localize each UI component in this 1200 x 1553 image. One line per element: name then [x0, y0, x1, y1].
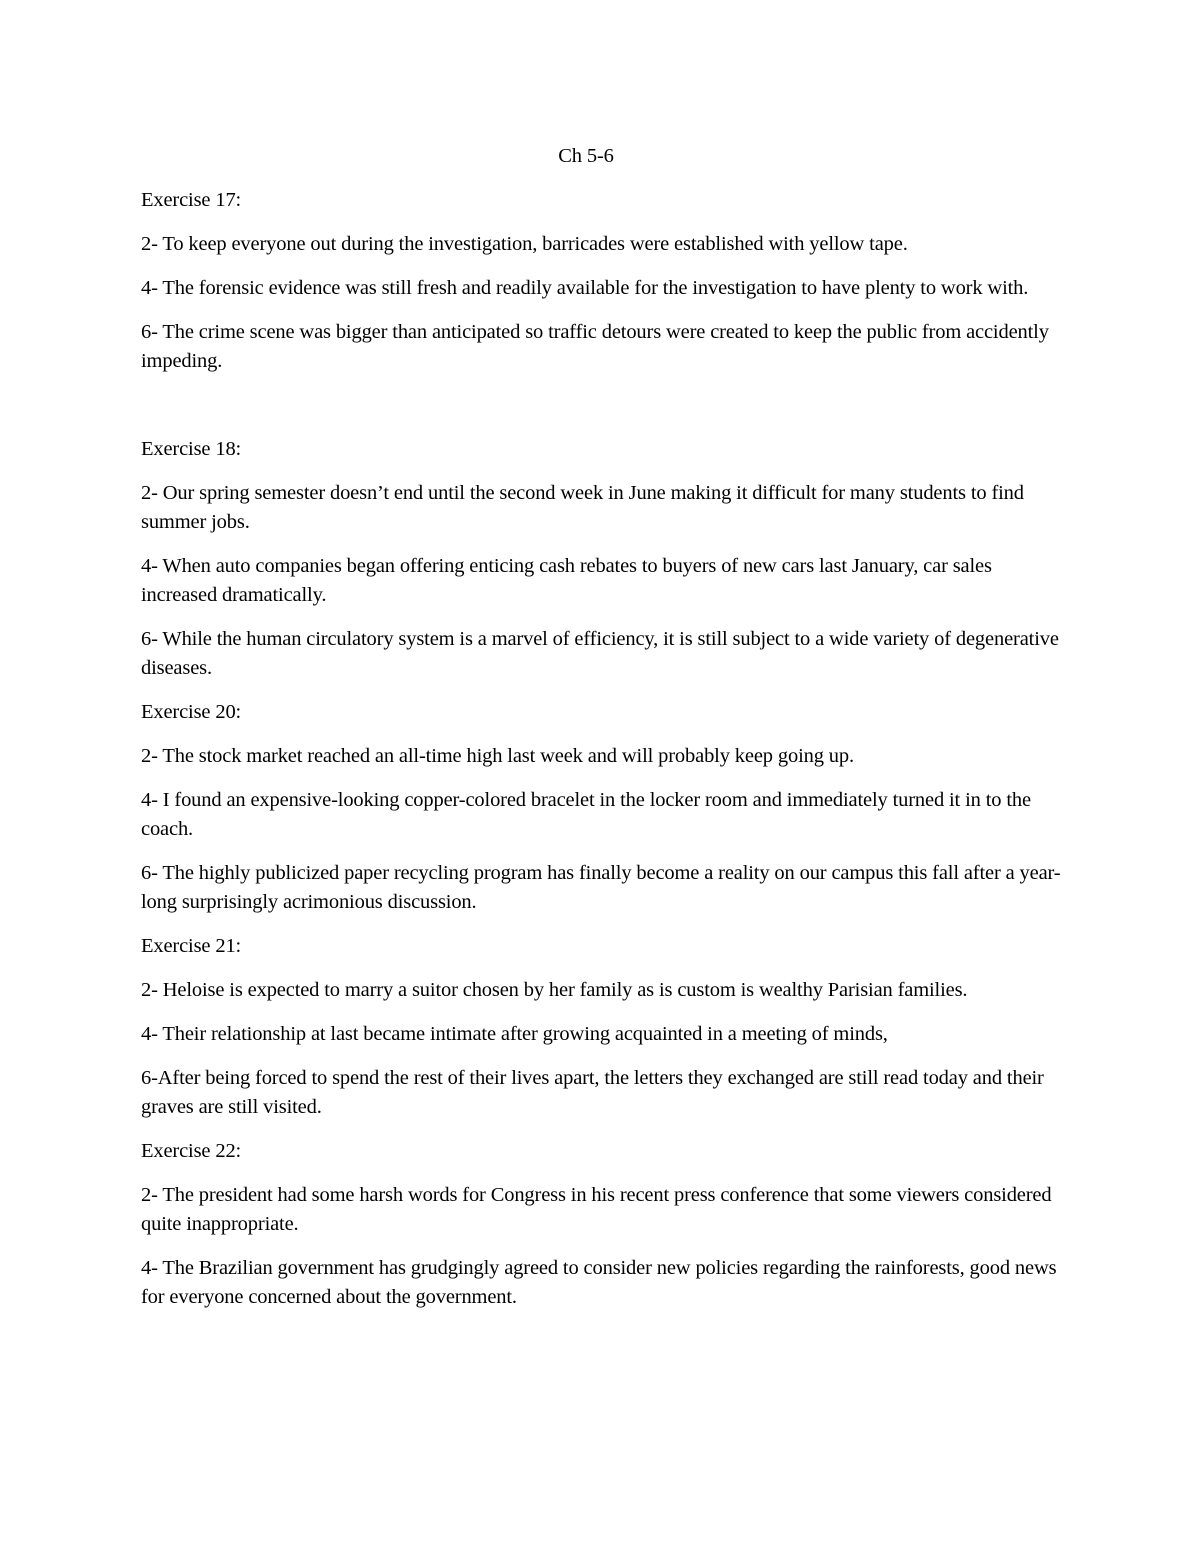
exercise-section [141, 932, 1061, 1122]
exercise-heading: Exercise 18: [141, 438, 242, 460]
answer-item: 2- To keep everyone out during the investigation, barricades were established with yellow tape. [141, 233, 908, 255]
answer-item: 4- The forensic evidence was still fresh and readily available for the investigation to have plenty to work with. [141, 277, 1029, 299]
exercise-section [141, 698, 1061, 917]
answer-item: 6- The highly publicized paper recycling program has finally become a reality on our campus this fall after a year-long surprisingly acrimonious discussion. [141, 862, 1061, 913]
answer-item: 6-After being forced to spend the rest of their lives apart, the letters they exchanged are still read today and their graves are still visited. [141, 1067, 1044, 1118]
answer-item: 2- Heloise is expected to marry a suitor chosen by her family as is custom is wealthy Parisian families. [141, 979, 968, 1001]
answer-item: 2- The stock market reached an all-time high last week and will probably keep going up. [141, 745, 854, 767]
answer-item: 2- The president had some harsh words for Congress in his recent press conference that some viewers considered quite inappropriate. [141, 1184, 1052, 1235]
exercise-section [141, 186, 1061, 376]
exercise-heading: Exercise 22: [141, 1140, 242, 1162]
answer-item: 6- While the human circulatory system is a marvel of efficiency, it is still subject to a wide variety of degenerative diseases. [141, 628, 1059, 679]
exercise-section [141, 1137, 1061, 1312]
answer-item: 4- When auto companies began offering enticing cash rebates to buyers of new cars last January, car sales increased dramatically. [141, 555, 992, 606]
blank-line [141, 391, 1061, 435]
exercise-section [141, 435, 1061, 683]
answer-item: 4- Their relationship at last became intimate after growing acquainted in a meeting of minds, [141, 1023, 888, 1045]
answer-item: 6- The crime scene was bigger than anticipated so traffic detours were created to keep the public from accidently impeding. [141, 321, 1049, 372]
document-title: Ch 5-6 [558, 145, 614, 167]
answer-item: 2- Our spring semester doesn’t end until the second week in June making it difficult for many students to find summer jobs. [141, 482, 1024, 533]
exercise-heading: Exercise 20: [141, 701, 242, 723]
answer-item: 4- I found an expensive-looking copper-colored bracelet in the locker room and immediately turned it in to the coach. [141, 789, 1031, 840]
document-body [141, 142, 1061, 1327]
answer-item: 4- The Brazilian government has grudgingly agreed to consider new policies regarding the rainforests, good news for everyone concerned about the government. [141, 1257, 1057, 1308]
exercise-heading: Exercise 17: [141, 189, 242, 211]
exercise-heading: Exercise 21: [141, 935, 242, 957]
